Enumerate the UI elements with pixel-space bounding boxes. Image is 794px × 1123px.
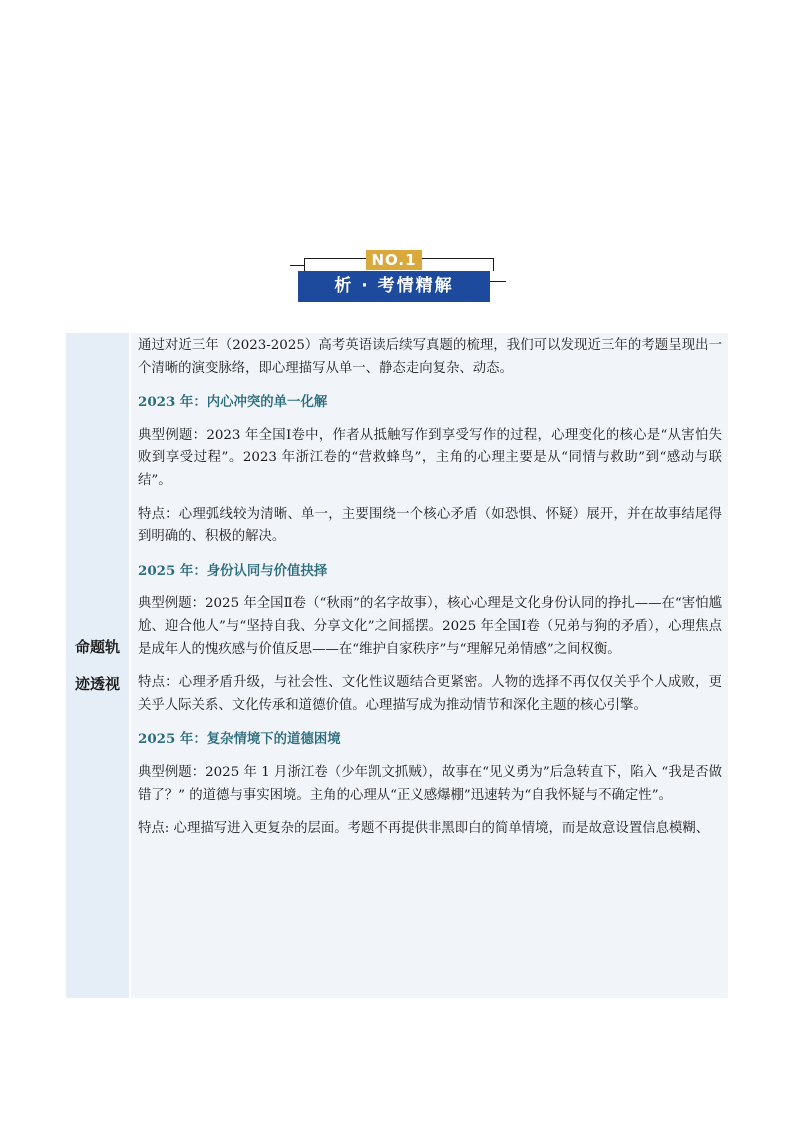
section-feature-2025-dilemma: 特点: 心理描写进入更复杂的层面。考题不再提供非黑即白的简单情境，而是故意设置信息模糊、 (138, 821, 710, 837)
badge-left-stub (290, 265, 304, 266)
row-label (73, 629, 123, 703)
section-number-tag: NO.1 (366, 250, 422, 270)
section-title: 析 · 考情精解 (298, 271, 490, 302)
section-heading-2025-identity: 2025 年：身份认同与价值抉择 (138, 562, 328, 579)
intro-paragraph: 通过对近三年（2023-2025）高考英语读后续写真题的梳理，我们可以发现近三年的考题呈现出一个清晰的演变脉络，即心理描写从单一、静态走向复杂、动态。 (138, 338, 722, 376)
row-label-line-1: 命题轨 (74, 637, 120, 656)
row-label-cell (66, 333, 129, 998)
section-example-2025-identity: 典型例题：2025 年全国Ⅱ卷（“秋雨”的名字故事），核心心理是文化身份认同的挣扎——在“害怕尴尬、迎合他人”与“坚持自我、分享文化”之间摇摆。2025 年全国Ⅰ卷（兄弟与狗的矛盾），心理焦点是成年人的愧疚感与价值反思——在“维护自家秩序”与“理解兄弟情感”之间权衡。 (138, 596, 722, 657)
content-table (66, 333, 728, 998)
section-example-2025-dilemma: 典型例题：2025 年 1 月浙江卷（少年凯文抓贼），故事在“见义勇为”后急转直下，陷入 “我是否做错了？” 的道德与事实困境。主角的心理从“正义感爆棚”迅速转为“自我怀疑与不确定性”。 (138, 764, 722, 803)
section-feature-2025-identity: 特点：心理矛盾升级，与社会性、文化性议题结合更紧密。人物的选择不再仅仅关乎个人成败，更关乎人际关系、文化传承和道德价值。心理描写成为推动情节和深化主题的核心引擎。 (138, 675, 722, 713)
badge-right-tick (493, 258, 494, 271)
badge-left-tick (304, 258, 305, 271)
row-label-line-2: 迹透视 (74, 674, 120, 693)
section-heading-2025-dilemma: 2025 年：复杂情境下的道德困境 (138, 731, 341, 748)
badge-right-stub (490, 281, 506, 282)
section-heading-2023: 2023 年：内心冲突的单一化解 (138, 394, 328, 411)
section-feature-2023: 特点：心理弧线较为清晰、单一，主要围绕一个核心矛盾（如恐惧、怀疑）展开，并在故事结尾得到明确的、积极的解决。 (138, 506, 722, 545)
section-header-badge (290, 248, 506, 306)
section-example-2023: 典型例题：2023 年全国Ⅰ卷中，作者从抵触写作到享受写作的过程，心理变化的核心是“从害怕失败到享受过程”。2023 年浙江卷的“营救蜂鸟”，主角的心理主要是从“同情与救助”到“感动与联结”。 (138, 427, 722, 488)
row-content-cell (131, 333, 728, 998)
